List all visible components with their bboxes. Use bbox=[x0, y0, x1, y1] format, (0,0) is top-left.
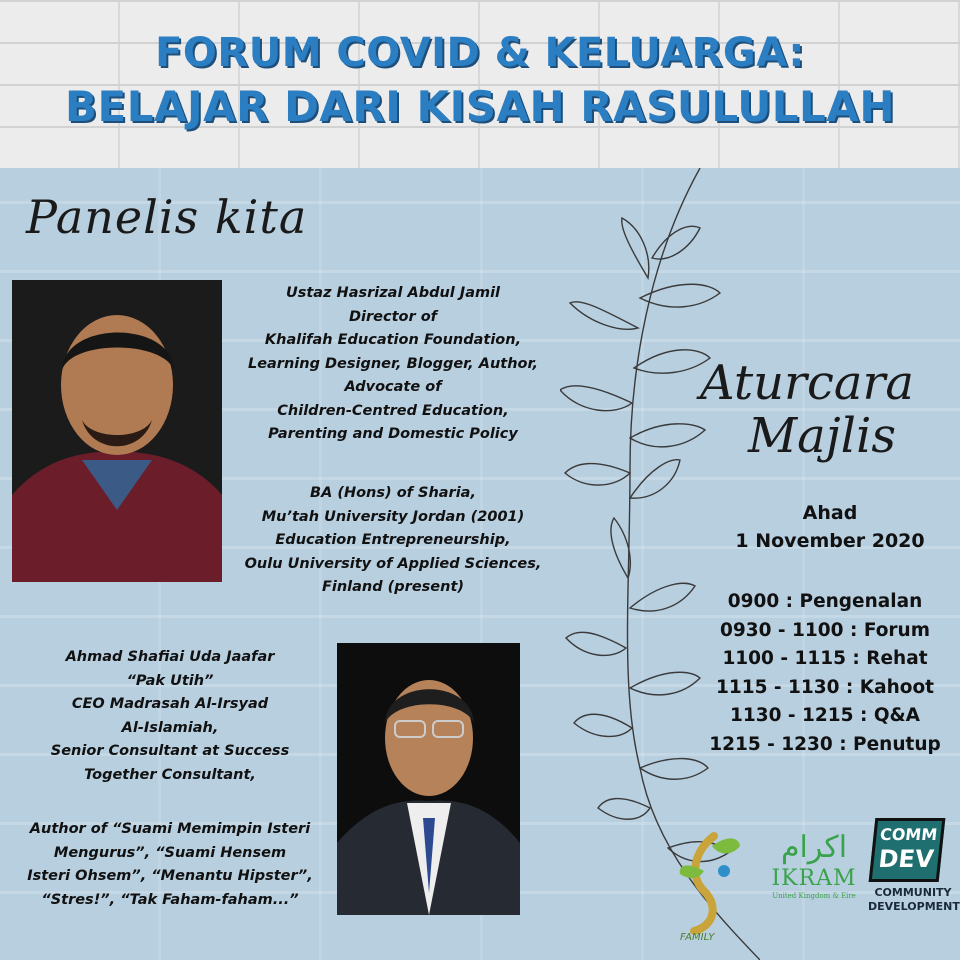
bio-line: Al-Islamiah, bbox=[121, 719, 219, 736]
panelist-2-author bbox=[10, 818, 330, 912]
bio-line: Learning Designer, Blogger, Author, bbox=[247, 355, 539, 372]
event-date: 1 November 2020 bbox=[735, 530, 925, 552]
panelist-1-bio bbox=[230, 282, 556, 447]
panelist-1-photo bbox=[12, 280, 222, 582]
commdev-bottom2: DEVELOPMENT bbox=[868, 900, 960, 913]
bio-line: Finland (present) bbox=[321, 579, 465, 595]
bio-line: “Pak Utih” bbox=[126, 672, 214, 689]
bio-line: Together Consultant, bbox=[84, 766, 256, 783]
schedule-heading-line-1: Aturcara bbox=[700, 355, 915, 411]
schedule-item: 0900 : Pengenalan bbox=[727, 591, 923, 612]
panelists-heading: Panelis kita bbox=[26, 190, 308, 244]
bio-line: BA (Hons) of Sharia, bbox=[310, 485, 476, 501]
bio-line: Mu’tah University Jordan (2001) bbox=[261, 508, 525, 525]
bio-line: Oulu University of Applied Sciences, bbox=[244, 555, 542, 572]
bio-line: Isteri Ohsem”, “Menantu Hipster”, bbox=[27, 868, 313, 884]
panelist-1-name: Ustaz Hasrizal Abdul Jamil bbox=[285, 285, 501, 301]
commdev-mid: DEV bbox=[877, 845, 935, 873]
family-logo bbox=[674, 826, 744, 944]
commdev-badge bbox=[869, 818, 946, 882]
bio-line: “Stres!”, “Tak Faham-faham...” bbox=[41, 891, 299, 908]
bio-line: Children-Centred Education, bbox=[277, 402, 509, 419]
page-title-line-2: BELAJAR DARI KISAH RASULULLAH bbox=[65, 82, 895, 131]
family-logo-text: FAMILY bbox=[680, 932, 715, 943]
schedule-item: 0930 - 1100 : Forum bbox=[720, 619, 930, 641]
page-title-line-1: FORUM COVID & KELUARGA: bbox=[155, 30, 805, 76]
event-day: Ahad bbox=[802, 502, 858, 524]
schedule-item: 1100 - 1115 : Rehat bbox=[722, 648, 928, 669]
ikram-sub: United Kingdom & Eire bbox=[772, 892, 856, 900]
ikram-name: IKRAM bbox=[771, 866, 857, 891]
panelist-2-photo bbox=[337, 643, 520, 915]
bio-line: Senior Consultant at Success bbox=[50, 743, 290, 759]
schedule-list bbox=[690, 588, 960, 759]
ikram-arabic: اكرام bbox=[780, 830, 848, 865]
schedule-item: 1115 - 1130 : Kahoot bbox=[715, 676, 935, 698]
commdev-logo bbox=[868, 818, 958, 930]
bio-line: Author of “Suami Memimpin Isteri bbox=[29, 821, 311, 837]
bio-line: CEO Madrasah Al-Irsyad bbox=[71, 696, 269, 712]
panelist-1-education bbox=[230, 482, 556, 600]
bio-line: Parenting and Domestic Policy bbox=[268, 426, 518, 442]
panelist-2-name: Ahmad Shafiai Uda Jaafar bbox=[65, 649, 275, 665]
bio-line: Advocate of bbox=[344, 379, 442, 395]
bio-line: Director of bbox=[349, 308, 437, 325]
bio-line: Education Entrepreneurship, bbox=[275, 532, 511, 548]
bio-line: Mengurus”, “Suami Hensem bbox=[53, 844, 287, 861]
commdev-bottom1: COMMUNITY bbox=[874, 886, 952, 899]
panelist-2-bio bbox=[10, 646, 330, 787]
schedule-item: 1215 - 1230 : Penutup bbox=[709, 733, 941, 755]
bio-line: Khalifah Education Foundation, bbox=[264, 332, 522, 348]
commdev-top: COMM bbox=[879, 825, 939, 844]
ikram-logo bbox=[764, 830, 864, 916]
schedule-item: 1130 - 1215 : Q&A bbox=[730, 705, 920, 726]
schedule-heading-line-2: Majlis bbox=[748, 408, 896, 464]
